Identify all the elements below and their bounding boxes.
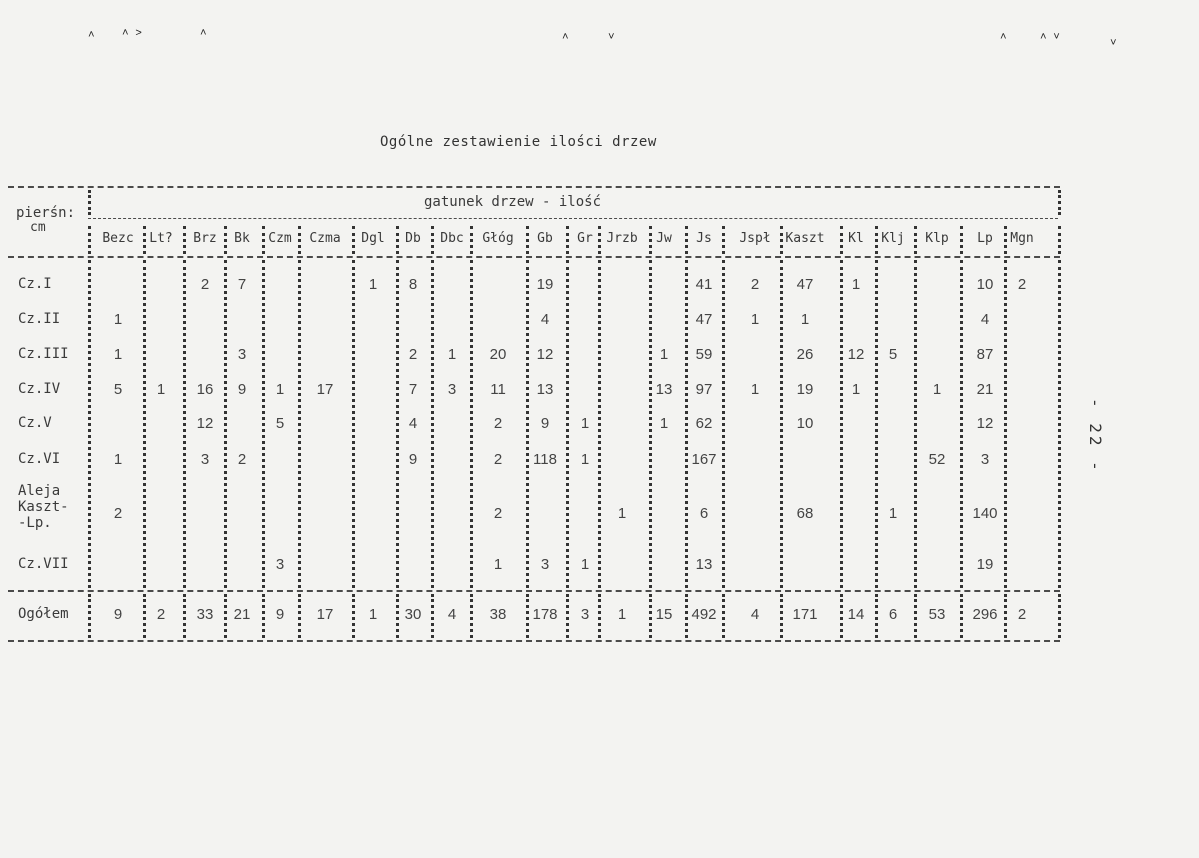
column-separator [1004, 594, 1007, 638]
column-header-5: Czm [268, 231, 292, 246]
total-cell: 171 [792, 606, 818, 623]
column-separator [262, 226, 265, 254]
column-separator [224, 594, 227, 638]
total-cell: 178 [532, 606, 558, 623]
column-separator [1004, 260, 1007, 588]
header-bottom-rule [8, 256, 1060, 258]
total-cell: 30 [404, 606, 422, 623]
column-separator [1058, 190, 1061, 215]
header-diameter-unit: cm [30, 220, 46, 235]
table-cell: 4 [540, 311, 550, 328]
table-cell: 41 [695, 276, 713, 293]
column-separator [143, 260, 146, 588]
column-separator [88, 594, 91, 638]
table-cell: 5 [275, 415, 285, 432]
column-separator [960, 260, 963, 588]
document-title: Ogólne zestawienie ilości drzew [380, 134, 657, 150]
column-separator [722, 260, 725, 588]
column-separator [875, 594, 878, 638]
column-separator [722, 226, 725, 254]
table-cell: 1 [932, 381, 942, 398]
table-cell: 9 [540, 415, 550, 432]
table-cell: 12 [976, 415, 994, 432]
total-top-rule [8, 590, 1060, 592]
column-separator [1058, 226, 1061, 254]
column-separator [143, 226, 146, 254]
page-number: - 22 - [1086, 398, 1105, 474]
column-separator [352, 226, 355, 254]
table-cell: 1 [493, 556, 503, 573]
table-cell: 12 [196, 415, 214, 432]
column-separator [960, 226, 963, 254]
table-cell: 3 [237, 346, 247, 363]
table-cell: 12 [847, 346, 865, 363]
total-cell: 53 [928, 606, 946, 623]
column-header-16: Jspł [739, 231, 771, 246]
header-diameter-label: pierśn: [16, 205, 76, 221]
column-separator [914, 594, 917, 638]
column-header-2: Lt? [149, 231, 173, 246]
total-cell: 38 [489, 606, 507, 623]
column-separator [88, 226, 91, 254]
table-bottom-rule [8, 640, 1060, 642]
table-cell: 52 [928, 451, 946, 468]
header-species-group-label: gatunek drzew - ilość [424, 194, 602, 210]
column-separator [431, 260, 434, 588]
table-cell: 1 [580, 451, 590, 468]
column-header-10: Głóg [482, 231, 514, 246]
table-cell: 47 [695, 311, 713, 328]
column-separator [470, 226, 473, 254]
row-label: Cz.I [18, 276, 52, 292]
column-header-9: Dbc [440, 231, 464, 246]
table-cell: 1 [113, 346, 123, 363]
column-header-1: Bezc [102, 231, 134, 246]
table-cell: 1 [113, 311, 123, 328]
column-separator [914, 260, 917, 588]
table-cell: 2 [750, 276, 760, 293]
ink-speck: ˅ [608, 30, 615, 43]
table-cell: 4 [408, 415, 418, 432]
table-cell: 87 [976, 346, 994, 363]
table-cell: 2 [200, 276, 210, 293]
ink-speck: ˅ [1110, 36, 1117, 49]
row-label: Cz.IV [18, 381, 61, 397]
table-cell: 1 [851, 276, 861, 293]
total-cell: 6 [888, 606, 898, 623]
total-cell: 3 [580, 606, 590, 623]
row-label-line: Aleja [18, 483, 61, 499]
table-cell: 1 [447, 346, 457, 363]
table-cell: 2 [493, 505, 503, 522]
column-separator [780, 226, 783, 254]
table-cell: 2 [493, 451, 503, 468]
table-cell: 3 [200, 451, 210, 468]
column-separator [224, 226, 227, 254]
total-cell: 1 [617, 606, 627, 623]
column-header-6: Czma [309, 231, 341, 246]
column-header-11: Gb [537, 231, 553, 246]
table-cell: 11 [490, 381, 506, 398]
column-separator [143, 594, 146, 638]
table-cell: 9 [237, 381, 247, 398]
table-cell: 13 [536, 381, 554, 398]
column-separator [566, 226, 569, 254]
table-cell: 1 [659, 346, 669, 363]
table-cell: 1 [580, 415, 590, 432]
row-label: Cz.VII [18, 556, 69, 572]
column-header-12: Gr [577, 231, 593, 246]
column-header-13: Jrzb [606, 231, 638, 246]
table-cell: 1 [851, 381, 861, 398]
table-cell: 5 [113, 381, 123, 398]
column-separator [685, 594, 688, 638]
column-separator [649, 594, 652, 638]
table-cell: 59 [695, 346, 713, 363]
ink-speck: ˄ ˃ [122, 26, 142, 39]
table-cell: 2 [493, 415, 503, 432]
total-cell: 15 [655, 606, 673, 623]
column-separator [183, 260, 186, 588]
table-cell: 167 [691, 451, 717, 468]
ink-speck: ˄ [200, 26, 207, 39]
table-cell: 13 [695, 556, 713, 573]
row-label: Cz.VI [18, 451, 61, 467]
table-cell: 1 [113, 451, 123, 468]
table-cell: 3 [540, 556, 550, 573]
column-header-22: Mgn [1010, 231, 1034, 246]
total-cell: 14 [847, 606, 865, 623]
row-label-line: -Lp. [18, 515, 52, 531]
table-cell: 16 [196, 381, 214, 398]
column-header-19: Klj [881, 231, 905, 246]
total-label: Ogółem [18, 606, 69, 622]
total-cell: 4 [447, 606, 457, 623]
column-separator [649, 226, 652, 254]
column-separator [352, 594, 355, 638]
column-separator [649, 260, 652, 588]
column-separator [685, 226, 688, 254]
column-separator [470, 594, 473, 638]
total-cell: 296 [972, 606, 998, 623]
column-separator [431, 226, 434, 254]
column-separator [840, 260, 843, 588]
column-separator [298, 226, 301, 254]
ink-speck: ˄ [88, 28, 95, 41]
column-separator [396, 594, 399, 638]
table-cell: 21 [976, 381, 994, 398]
column-separator [840, 594, 843, 638]
ink-speck: ˄ ˅ [1040, 30, 1060, 43]
column-separator [262, 260, 265, 588]
table-cell: 10 [796, 415, 814, 432]
column-separator [526, 226, 529, 254]
column-header-4: Bk [234, 231, 250, 246]
table-cell: 3 [275, 556, 285, 573]
column-separator [88, 260, 91, 588]
column-separator [722, 594, 725, 638]
row-label-line: Kaszt- [18, 499, 69, 515]
table-cell: 1 [750, 381, 760, 398]
table-cell: 1 [617, 505, 627, 522]
column-header-18: Kl [848, 231, 864, 246]
total-cell: 17 [316, 606, 334, 623]
column-separator [352, 260, 355, 588]
table-cell: 8 [408, 276, 418, 293]
table-cell: 68 [796, 505, 814, 522]
column-header-21: Lp [977, 231, 993, 246]
column-separator [1058, 594, 1061, 638]
column-separator [88, 190, 91, 215]
table-cell: 1 [750, 311, 760, 328]
total-cell: 33 [196, 606, 214, 623]
column-separator [960, 594, 963, 638]
table-cell: 5 [888, 346, 898, 363]
column-header-17: Kaszt [785, 231, 825, 246]
column-separator [598, 226, 601, 254]
total-cell: 492 [691, 606, 717, 623]
table-cell: 1 [800, 311, 810, 328]
column-separator [431, 594, 434, 638]
table-cell: 3 [447, 381, 457, 398]
column-separator [875, 260, 878, 588]
table-cell: 1 [275, 381, 285, 398]
column-separator [566, 260, 569, 588]
table-cell: 47 [796, 276, 814, 293]
column-separator [183, 594, 186, 638]
table-cell: 2 [113, 505, 123, 522]
column-separator [396, 226, 399, 254]
column-separator [598, 594, 601, 638]
column-separator [685, 260, 688, 588]
column-separator [566, 594, 569, 638]
table-cell: 2 [408, 346, 418, 363]
column-separator [396, 260, 399, 588]
column-separator [183, 226, 186, 254]
table-cell: 1 [368, 276, 378, 293]
table-cell: 9 [408, 451, 418, 468]
total-cell: 1 [368, 606, 378, 623]
column-header-20: Klp [925, 231, 949, 246]
total-cell: 21 [233, 606, 251, 623]
column-separator [780, 594, 783, 638]
column-separator [598, 260, 601, 588]
table-cell: 20 [489, 346, 507, 363]
total-cell: 2 [1017, 606, 1027, 623]
table-cell: 1 [580, 556, 590, 573]
table-cell: 26 [796, 346, 814, 363]
total-cell: 9 [275, 606, 285, 623]
column-separator [840, 226, 843, 254]
table-cell: 2 [237, 451, 247, 468]
table-cell: 2 [1017, 276, 1027, 293]
column-separator [526, 260, 529, 588]
table-cell: 10 [976, 276, 994, 293]
table-top-rule [8, 186, 1060, 188]
column-separator [875, 226, 878, 254]
table-cell: 4 [980, 311, 990, 328]
row-label: Cz.V [18, 415, 52, 431]
total-cell: 4 [750, 606, 760, 623]
table-cell: 19 [976, 556, 994, 573]
table-cell: 17 [316, 381, 334, 398]
column-separator [1004, 226, 1007, 254]
total-cell: 2 [156, 606, 166, 623]
table-cell: 1 [888, 505, 898, 522]
table-cell: 13 [655, 381, 673, 398]
column-separator [526, 594, 529, 638]
table-cell: 62 [695, 415, 713, 432]
column-header-3: Brz [193, 231, 217, 246]
ink-speck: ˄ [562, 30, 569, 43]
row-label: Cz.III [18, 346, 69, 362]
table-cell: 7 [408, 381, 418, 398]
column-header-15: Js [696, 231, 712, 246]
table-cell: 140 [972, 505, 998, 522]
column-separator [298, 594, 301, 638]
column-header-14: Jw [656, 231, 672, 246]
column-separator [780, 260, 783, 588]
column-separator [298, 260, 301, 588]
column-separator [914, 226, 917, 254]
ink-speck: ˄ [1000, 30, 1007, 43]
table-cell: 118 [533, 451, 557, 468]
column-separator [1058, 260, 1061, 588]
table-cell: 97 [695, 381, 713, 398]
column-separator [224, 260, 227, 588]
header-divider-rule [88, 218, 1058, 219]
table-cell: 19 [796, 381, 814, 398]
table-cell: 3 [980, 451, 990, 468]
table-cell: 1 [659, 415, 669, 432]
column-separator [470, 260, 473, 588]
table-cell: 7 [237, 276, 247, 293]
table-cell: 12 [536, 346, 554, 363]
table-cell: 19 [536, 276, 554, 293]
column-separator [262, 594, 265, 638]
table-cell: 1 [156, 381, 166, 398]
total-cell: 9 [113, 606, 123, 623]
table-cell: 6 [699, 505, 709, 522]
row-label: Cz.II [18, 311, 61, 327]
column-header-8: Db [405, 231, 421, 246]
column-header-7: Dgl [361, 231, 385, 246]
